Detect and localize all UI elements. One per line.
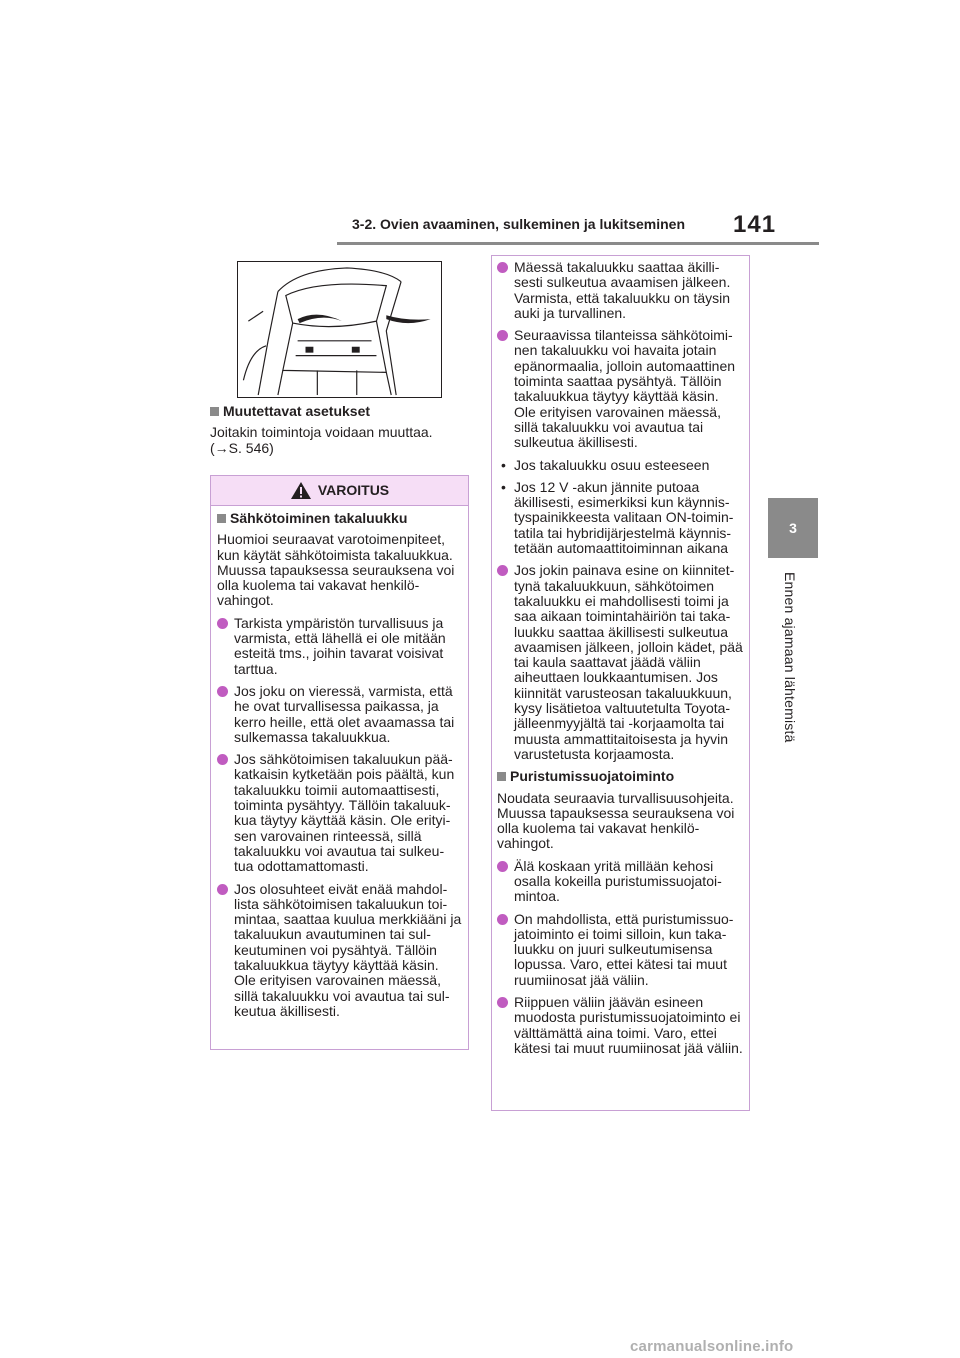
tailgate-illustration (237, 261, 442, 398)
list-item: Jos jokin painava esine on kiinnitet-tynä takaluukkuun, sähkötoimen takaluukku ei mahdollisesti toimi ja saa aikaan toimintahäiriön tai taka-luukku saattaa äkillisesti sulkeutua avaamisen jälkeen, jolloin kädet, pää tai kaula saattavat jäädä väliin aiheuttaen loukkaantumisen. Jos kiinnität varusteosan takaluukkuun, kysy lisätietoa valtuutetulta Toyota-jälleenmyyjältä tai -korjaamolta tai muusta ammattitaitoisesta ja hyvin varustetusta korjaamosta. (497, 563, 744, 762)
warning-intro: Huomioi seuraavat varotoimenpiteet, kun käytät sähkötoimista takaluukkua. Muussa tapauksessa seurauksena voi olla kuolema tai vakavat henkilö-vahingot. (217, 531, 455, 609)
pinch-protection-intro: Noudata seuraavia turvallisuusohjeita. Muussa tapauksessa seurauksena voi olla kuolema tai vakavat henkilö-vahingot. (497, 789, 735, 852)
list-item: Älä koskaan yritä millään kehosi osalla kokeilla puristumissuojatoi-mintoa. (497, 859, 744, 905)
small-bullet-icon: • (501, 456, 506, 473)
square-bullet-icon (497, 772, 506, 781)
list-item: Tarkista ympäristön turvallisuus ja varmista, että lähellä ei ole mitään esteitä tms., joihin tavarat voisivat tarttua. (217, 616, 462, 677)
chapter-title: Ennen ajamaan lähtemistä (782, 572, 798, 743)
section-heading: Muutettavat asetukset (210, 404, 468, 419)
list-item: Seuraavissa tilanteissa sähkötoimi-nen takaluukku voi havaita jotain epänormaalia, jolloin automaattinen toiminta saattaa pysähtyä. Tällöin takaluukkua täytyy käyttää käsin. Ole erityisen varovainen mäessä, sillä takaluukku voi avautua tai sulkeutua äkillisesti. (497, 328, 744, 450)
bullet-dot-icon (497, 997, 508, 1008)
list-item: Mäessä takaluukku saattaa äkilli-sesti sulkeutua avaamisen jälkeen. Varmista, että takaluukku on täysin auki ja turvallinen. (497, 260, 744, 321)
bullet-dot-icon (217, 884, 228, 895)
bullet-dot-icon (217, 618, 228, 629)
footer-watermark[interactable]: carmanualsonline.info (630, 1338, 794, 1355)
sub-list-item: • Jos takaluukku osuu esteeseen (501, 456, 710, 473)
warning-continuation-box (491, 255, 750, 1111)
header-rule (337, 242, 819, 245)
bullet-dot-icon (497, 330, 508, 341)
square-bullet-icon (217, 514, 226, 523)
warning-box (210, 475, 469, 1050)
sub-list-item: • Jos 12 V -akun jännite putoaa äkillisesti, esimerkiksi kun käynnis-tyspainikkeesta valitaan ON-toimin-tatila tai hybridijärjestelmä käynnis-tetään automaattitoiminnan aikana (501, 478, 734, 557)
warning-triangle-icon (290, 481, 312, 500)
chapter-tab[interactable]: 3 (768, 498, 818, 558)
adjustable-settings-section (210, 404, 468, 456)
warning-header (211, 476, 468, 506)
warning-title: VAROITUS (317, 481, 390, 498)
bullet-dot-icon (217, 686, 228, 697)
list-item: On mahdollista, että puristumissuo-jatoiminto ei toimi silloin, kun taka-luukku on juuri sulkeutumisensa lopussa. Varo, ettei kätesi tai muut ruumiinosat jää väliin. (497, 912, 744, 988)
running-header: 3-2. Ovien avaaminen, sulkeminen ja lukitseminen (352, 216, 686, 232)
small-bullet-icon: • (501, 478, 506, 495)
page-number: 141 (733, 211, 777, 238)
square-bullet-icon (210, 407, 219, 416)
list-item: Jos olosuhteet eivät enää mahdol-lista sähkötoimisen takaluukun toi-mintaa, saattaa kuulua merkkiääni ja takaluukun avautuminen tai sul-keutuminen voi pysähtyä. Tällöin takaluukkua täytyy käyttää käsin. Ole erityisen varovainen mäessä, sillä takaluukku voi avautua tai sul-keutua äkillisesti. (217, 882, 462, 1020)
bullet-dot-icon (497, 914, 508, 925)
list-item: Riippuen väliin jäävän esineen muodosta puristumissuojatoiminto ei välttämättä aina toimi. Varo, ettei kätesi tai muut ruumiinosat jää väliin. (497, 995, 744, 1056)
bullet-dot-icon (217, 754, 228, 765)
section-text: Joitakin toimintoja voidaan muuttaa. (→S. 546) (210, 424, 433, 456)
warning-subheading: Sähkötoiminen takaluukku (217, 511, 462, 526)
bullet-dot-icon (497, 861, 508, 872)
tailgate-drawing (238, 262, 441, 397)
list-item: Jos joku on vieressä, varmista, että he ovat turvallisessa paikassa, ja kerro heille, että olet avaamassa tai sulkemassa takaluukkua. (217, 684, 462, 745)
bullet-dot-icon (497, 262, 508, 273)
list-item: Jos sähkötoimisen takaluukun pää-katkaisin kytketään pois päältä, kun takaluukku toimii automaattisesti, toiminta pysähtyy. Tällöin takaluuk-kua täytyy käyttää käsin. Ole erityi-sen varovainen rinteessä, sillä takaluukku voi avautua tai sulkeu-tua odottamattomasti. (217, 752, 462, 874)
pinch-protection-heading: Puristumissuojatoiminto (497, 769, 744, 784)
bullet-dot-icon (497, 565, 508, 576)
